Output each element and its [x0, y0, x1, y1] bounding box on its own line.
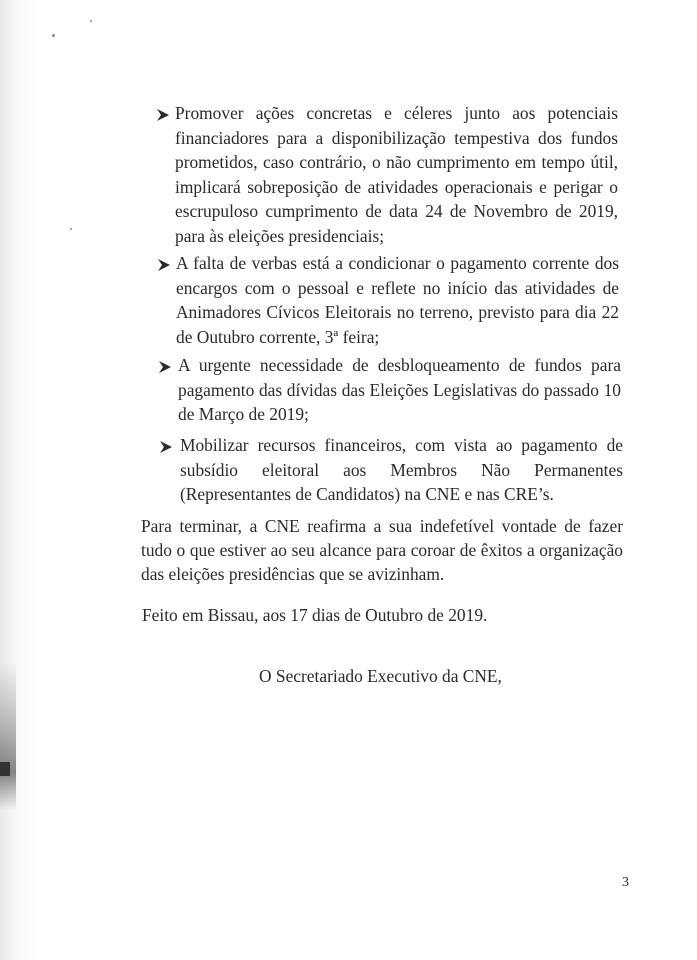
signature-line: O Secretariado Executivo da CNE,: [259, 666, 502, 686]
bullet-item-2: A falta de verbas está a condicionar o pagamento corrente dos encargos com o pessoal e reflete no início das atividades de Animadores Cívicos Eleitorais no terreno, previsto para dia 22 de Outubro corrente, 3ª feira;: [176, 253, 619, 347]
bullet-arrow-icon: [156, 108, 170, 122]
page-number: 3: [622, 875, 629, 890]
bullet-item-4: Mobilizar recursos financeiros, com vista ao pagamento de subsídio eleitoral aos Membros Não Permanentes (Representantes de Candidatos) na CNE e nas CRE’s.: [180, 435, 623, 504]
scan-edge-mark: [0, 762, 10, 776]
bullet-arrow-icon: [159, 440, 173, 454]
closing-paragraph: Para terminar, a CNE reafirma a sua indefetível vontade de fazer tudo o que estiver ao seu alcance para coroar de êxitos a organização das eleições presidências que se avizinham.: [141, 516, 623, 584]
scan-speck: [90, 20, 92, 22]
scan-edge-shadow: [0, 660, 16, 810]
bullet-arrow-icon: [157, 258, 171, 272]
place-date-line: Feito em Bissau, aos 17 dias de Outubro de 2019.: [142, 605, 488, 625]
bullet-item-3: A urgente necessidade de desbloqueamento de fundos para pagamento das dívidas das Eleições Legislativas do passado 10 de Março de 2019;: [178, 355, 621, 424]
bullet-item-1: Promover ações concretas e céleres junto aos potenciais financiadores para a disponibilização tempestiva dos fundos prometidos, caso contrário, o não cumprimento em tempo útil, implicará sobreposição de atividades operacionais e perigar o escrupuloso cumprimento de data 24 de Novembro de 2019, para às eleições presidenciais;: [175, 103, 618, 246]
scan-speck: [52, 34, 55, 37]
scan-speck: [70, 228, 72, 230]
bullet-arrow-icon: [158, 360, 172, 374]
